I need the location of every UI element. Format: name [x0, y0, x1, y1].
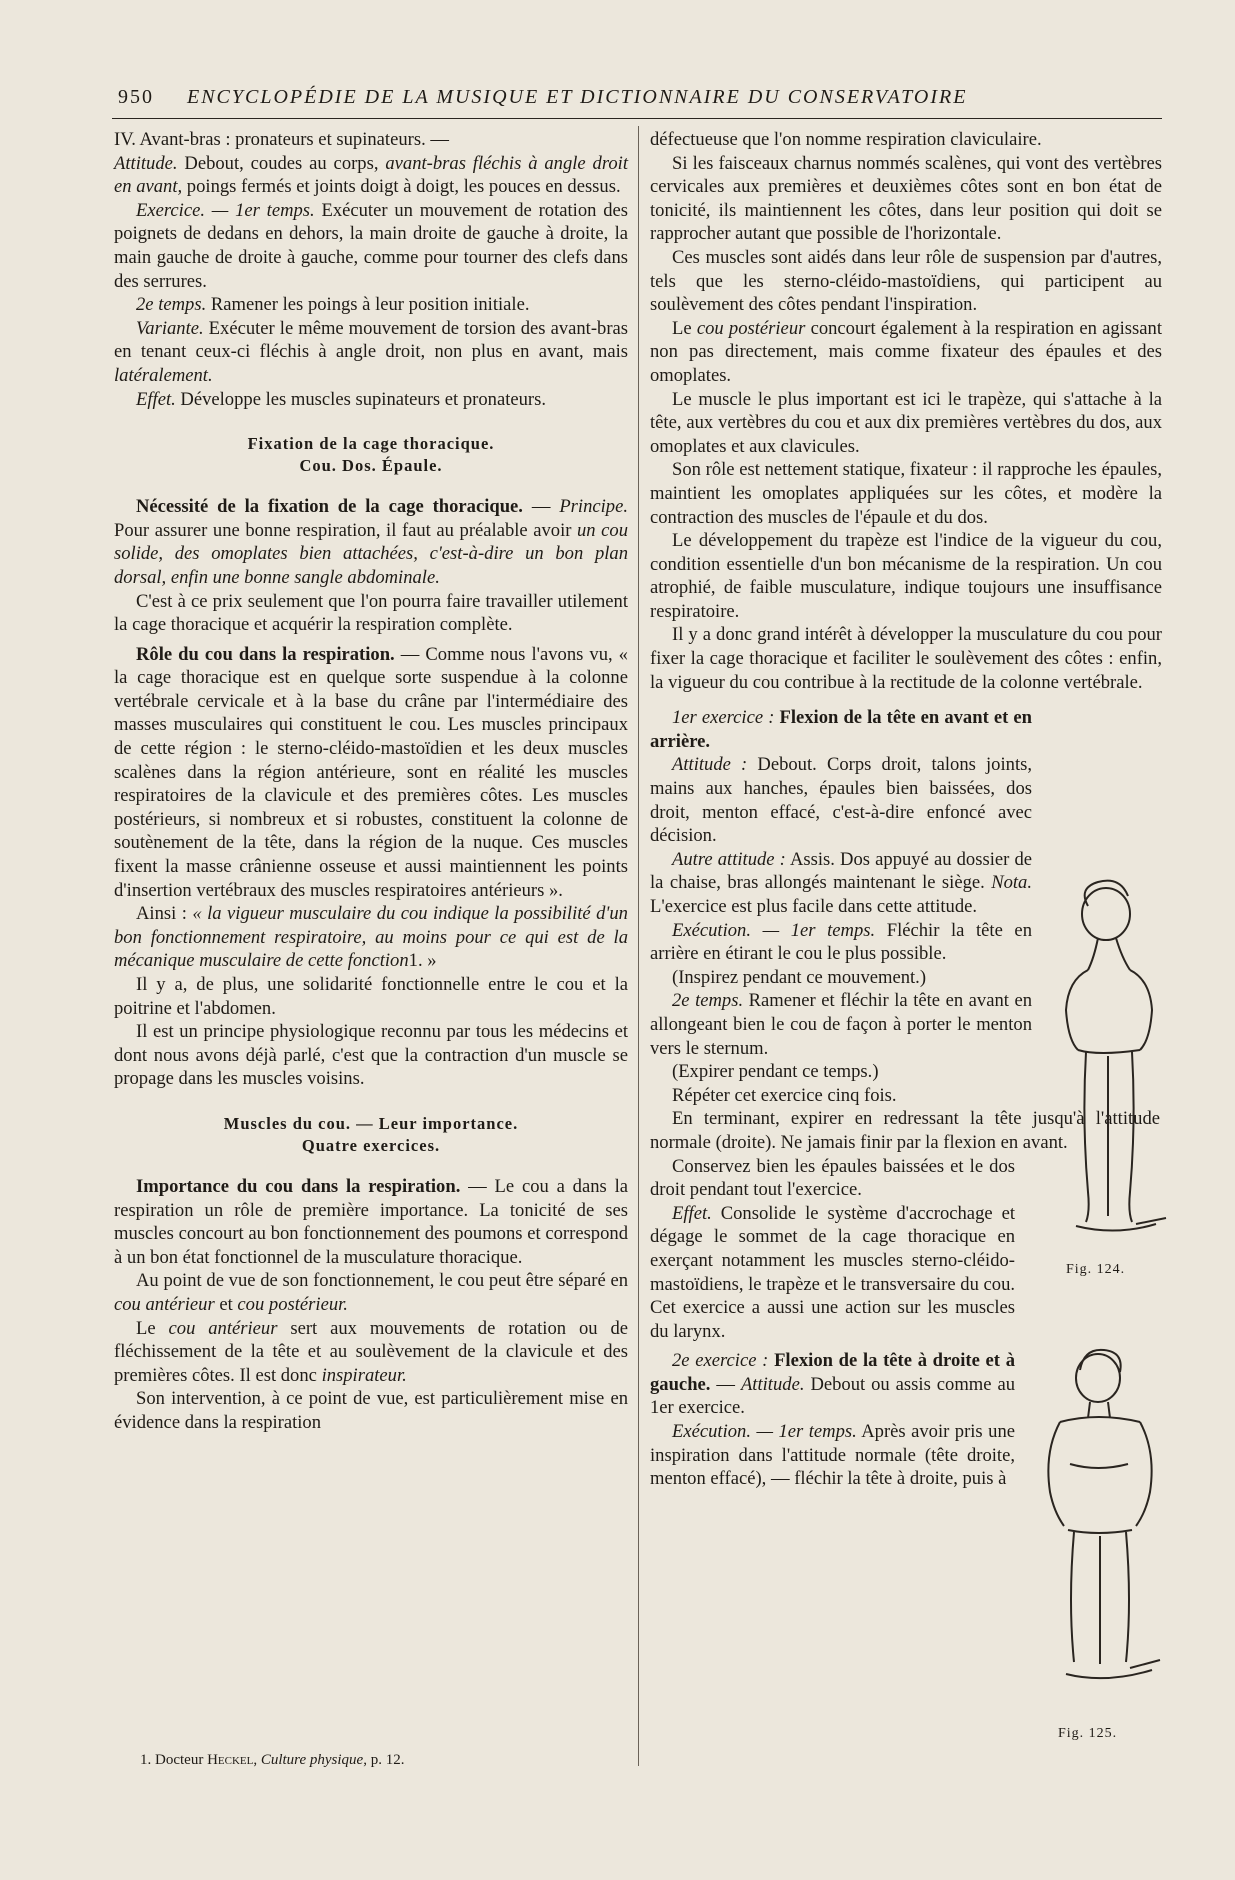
- paragraph: (Inspirez pendant ce mouvement.): [672, 966, 927, 988]
- paragraph: Son intervention, à ce point de vue, est particulièrement mise en évidence dans la respiration: [114, 1388, 628, 1433]
- right-column: [650, 128, 1162, 1491]
- running-head: [118, 86, 1038, 109]
- paragraph: Exercice. — 1er temps. Exécuter un mouvement de rotation des poignets de dedans en dehors, la main droite de gauche à droite, la main gauche de droite à gauche, comme pour tourner des clefs dans des serrures.: [114, 199, 628, 292]
- paragraph: 2e temps. Ramener et fléchir la tête en avant en allongeant bien le cou de façon à porter le menton vers le sternum.: [650, 990, 1032, 1059]
- paragraph: Variante. Exécuter le même mouvement de torsion des avant-bras en tenant ceux-ci fléchis à angle droit, non plus en avant, mais latéralement.: [114, 317, 628, 386]
- paragraph: Rôle du cou dans la respiration. — Comme nous l'avons vu, « la cage thoracique est en quelque sorte suspendue à la colonne vertébrale cervicale et à la base du crâne par l'intermédiaire des masses musculaires qui constituent le cou. Les muscles principaux de cette région : le sterno-cléido-mastoïdien et les deux muscles scalènes dans la région antérieure, sont en réalité les muscles respiratoires de la clavicule et des premières côtes. Les muscles postérieurs, si nombreux et si robustes, constituent la colonne de soutènement de la tête, dans la région de la nuque. Ces muscles fixent la masse crânienne osseuse et aussi maintiennent les points d'insertion vertébraux des muscles respiratoires antérieurs ».: [114, 643, 628, 901]
- figure-caption: Fig. 124.: [1066, 1262, 1126, 1277]
- paragraph: Ainsi : « la vigueur musculaire du cou indique la possibilité d'un bon fonctionnement respiratoire, au moins pour ce qui est de la mécanique musculaire de cette fonction1. »: [114, 903, 628, 972]
- paragraph: Le cou antérieur sert aux mouvements de rotation ou de fléchissement de la tête et au soulèvement de la clavicule et des premières côtes. Il est donc inspirateur.: [114, 1317, 628, 1386]
- section-heading: Muscles du cou. — Leur importance. Quatre exercices.: [223, 1113, 519, 1155]
- paragraph: Le muscle le plus important est ici le trapèze, qui s'attache à la tête, aux vertèbres du cou et aux dix premières vertèbres du dos, aux omoplates et aux clavicules.: [650, 388, 1162, 457]
- paragraph: Répéter cet exercice cinq fois.: [672, 1084, 897, 1106]
- exercise-1-effects: [650, 1155, 1015, 1491]
- paragraph: 2e temps. Ramener les poings à leur position initiale.: [136, 294, 530, 316]
- paragraph: défectueuse que l'on nomme respiration claviculaire.: [650, 129, 1042, 150]
- paragraph: Nécessité de la fixation de la cage thoracique. — Principe. Pour assurer une bonne respiration, il faut au préalable avoir un cou solide, des omoplates bien attachées, c'est-à-dire un bon plan dorsal, enfin une bonne sangle abdominale.: [114, 496, 629, 588]
- figure-124-illustration: [1036, 876, 1176, 1256]
- paragraph: Effet. Consolide le système d'accrochage et dégage le sommet de la cage thoracique en exerçant notamment les muscles sterno-cléido-mastoïdiens, le trapèze et le transversaire du cou. Cet exercice a aussi une action sur les muscles du larynx.: [650, 1202, 1016, 1342]
- paragraph: IV. Avant-bras : pronateurs et supinateurs. — Attitude. Debout, coudes au corps, avant-bras fléchis à angle droit en avant, poings fermés et joints doigt à doigt, les pouces en dessus.: [114, 129, 629, 198]
- paragraph: Importance du cou dans la respiration. — Le cou a dans la respiration un rôle de première importance. La tonicité de ses muscles concourt au bon fonctionnement des poumons et correspond à un bon état fonctionnel de la musculature thoracique.: [114, 1175, 628, 1268]
- column-rule: [638, 126, 639, 1766]
- paragraph: Le développement du trapèze est l'indice de la vigueur du cou, condition essentielle d'un bon mécanisme de la respiration. Un cou atrophié, de faible musculature, indique toujours une insuffisance respiratoire.: [650, 530, 1162, 622]
- paragraph: Autre attitude : Assis. Dos appuyé au dossier de la chaise, bras allongés maintenant le siège. Nota. L'exercice est plus facile dans cette attitude.: [650, 848, 1032, 917]
- exercise-1-block: [650, 706, 1032, 1107]
- figure-caption: Fig. 125.: [1058, 1726, 1118, 1741]
- left-column: [114, 128, 628, 1435]
- paragraph: Il est un principe physiologique reconnu par tous les médecins et dont nous avons déjà parlé, c'est que la contraction d'un muscle se propage dans les muscles voisins.: [114, 1021, 628, 1090]
- exercise-heading: 2e exercice : Flexion de la tête à droite et à gauche. — Attitude. Debout ou assis comme au 1er exercice.: [650, 1350, 1016, 1419]
- paragraph: En terminant, expirer en redressant la tête jusqu'à l'attitude normale (droite). Ne jamais finir par la flexion en avant.: [650, 1108, 1160, 1153]
- exercise-heading: 1er exercice : Flexion de la tête en avant et en arrière.: [650, 707, 1032, 752]
- paragraph: Effet. Développe les muscles supinateurs et pronateurs.: [136, 388, 546, 410]
- paragraph: Il y a donc grand intérêt à développer la musculature du cou pour fixer la cage thoracique et faciliter le soulèvement des côtes : enfin, la vigueur du cou contribue à la rectitude de la colonne vertébrale.: [650, 624, 1162, 693]
- paragraph: Attitude : Debout. Corps droit, talons joints, mains aux hanches, épaules bien baissées, dos droit, menton effacé, c'est-à-dire enfoncé avec décision.: [650, 754, 1032, 847]
- paragraph: (Expirer pendant ce temps.): [672, 1061, 879, 1083]
- paragraph: Exécution. — 1er temps. Après avoir pris une inspiration dans l'attitude normale (tête droite, menton effacé), — fléchir la tête à droite, puis à: [650, 1421, 1015, 1490]
- figure-125-illustration: [1020, 1344, 1170, 1714]
- section-heading: Fixation de la cage thoracique. Cou. Dos. Épaule.: [247, 434, 495, 476]
- paragraph: Le cou postérieur concourt également à la respiration en agissant non pas directement, mais comme fixateur des épaules et des omoplates.: [650, 317, 1162, 386]
- page-number: 950: [118, 86, 154, 108]
- header-rule: [112, 118, 1162, 119]
- running-title: ENCYCLOPÉDIE DE LA MUSIQUE ET DICTIONNAIRE DU CONSERVATOIRE: [187, 86, 968, 108]
- footnote: 1. Docteur Heckel, Culture physique, p. 12.: [140, 1752, 405, 1768]
- paragraph: Son rôle est nettement statique, fixateur : il rapproche les épaules, maintient les omoplates appliquées sur les côtes, et modère la contraction des muscles de l'épaule et du dos.: [650, 459, 1162, 528]
- paragraph: Conservez bien les épaules baissées et le dos droit pendant tout l'exercice.: [650, 1155, 1015, 1201]
- paragraph: Si les faisceaux charnus nommés scalènes, qui vont des vertèbres cervicales aux premières et deuxièmes côtes sont en bon état de tonicité, ils maintiennent les côtes, dans leur position qui doit se rapprocher autant que possible de l'horizontale.: [650, 152, 1162, 245]
- paragraph: Exécution. — 1er temps. Fléchir la tête en arrière en étirant le cou le plus possible.: [650, 919, 1032, 965]
- paragraph: Au point de vue de son fonctionnement, le cou peut être séparé en cou antérieur et cou postérieur.: [114, 1270, 628, 1315]
- paragraph: Ces muscles sont aidés dans leur rôle de suspension par d'autres, tels que les sterno-cléido-mastoïdiens, qui participent au soulèvement des côtes pendant l'inspiration.: [650, 246, 1162, 316]
- paragraph: Il y a, de plus, une solidarité fonctionnelle entre le cou et la poitrine et l'abdomen.: [114, 974, 628, 1019]
- paragraph: C'est à ce prix seulement que l'on pourra faire travailler utilement la cage thoracique et acquérir la respiration complète.: [114, 590, 628, 636]
